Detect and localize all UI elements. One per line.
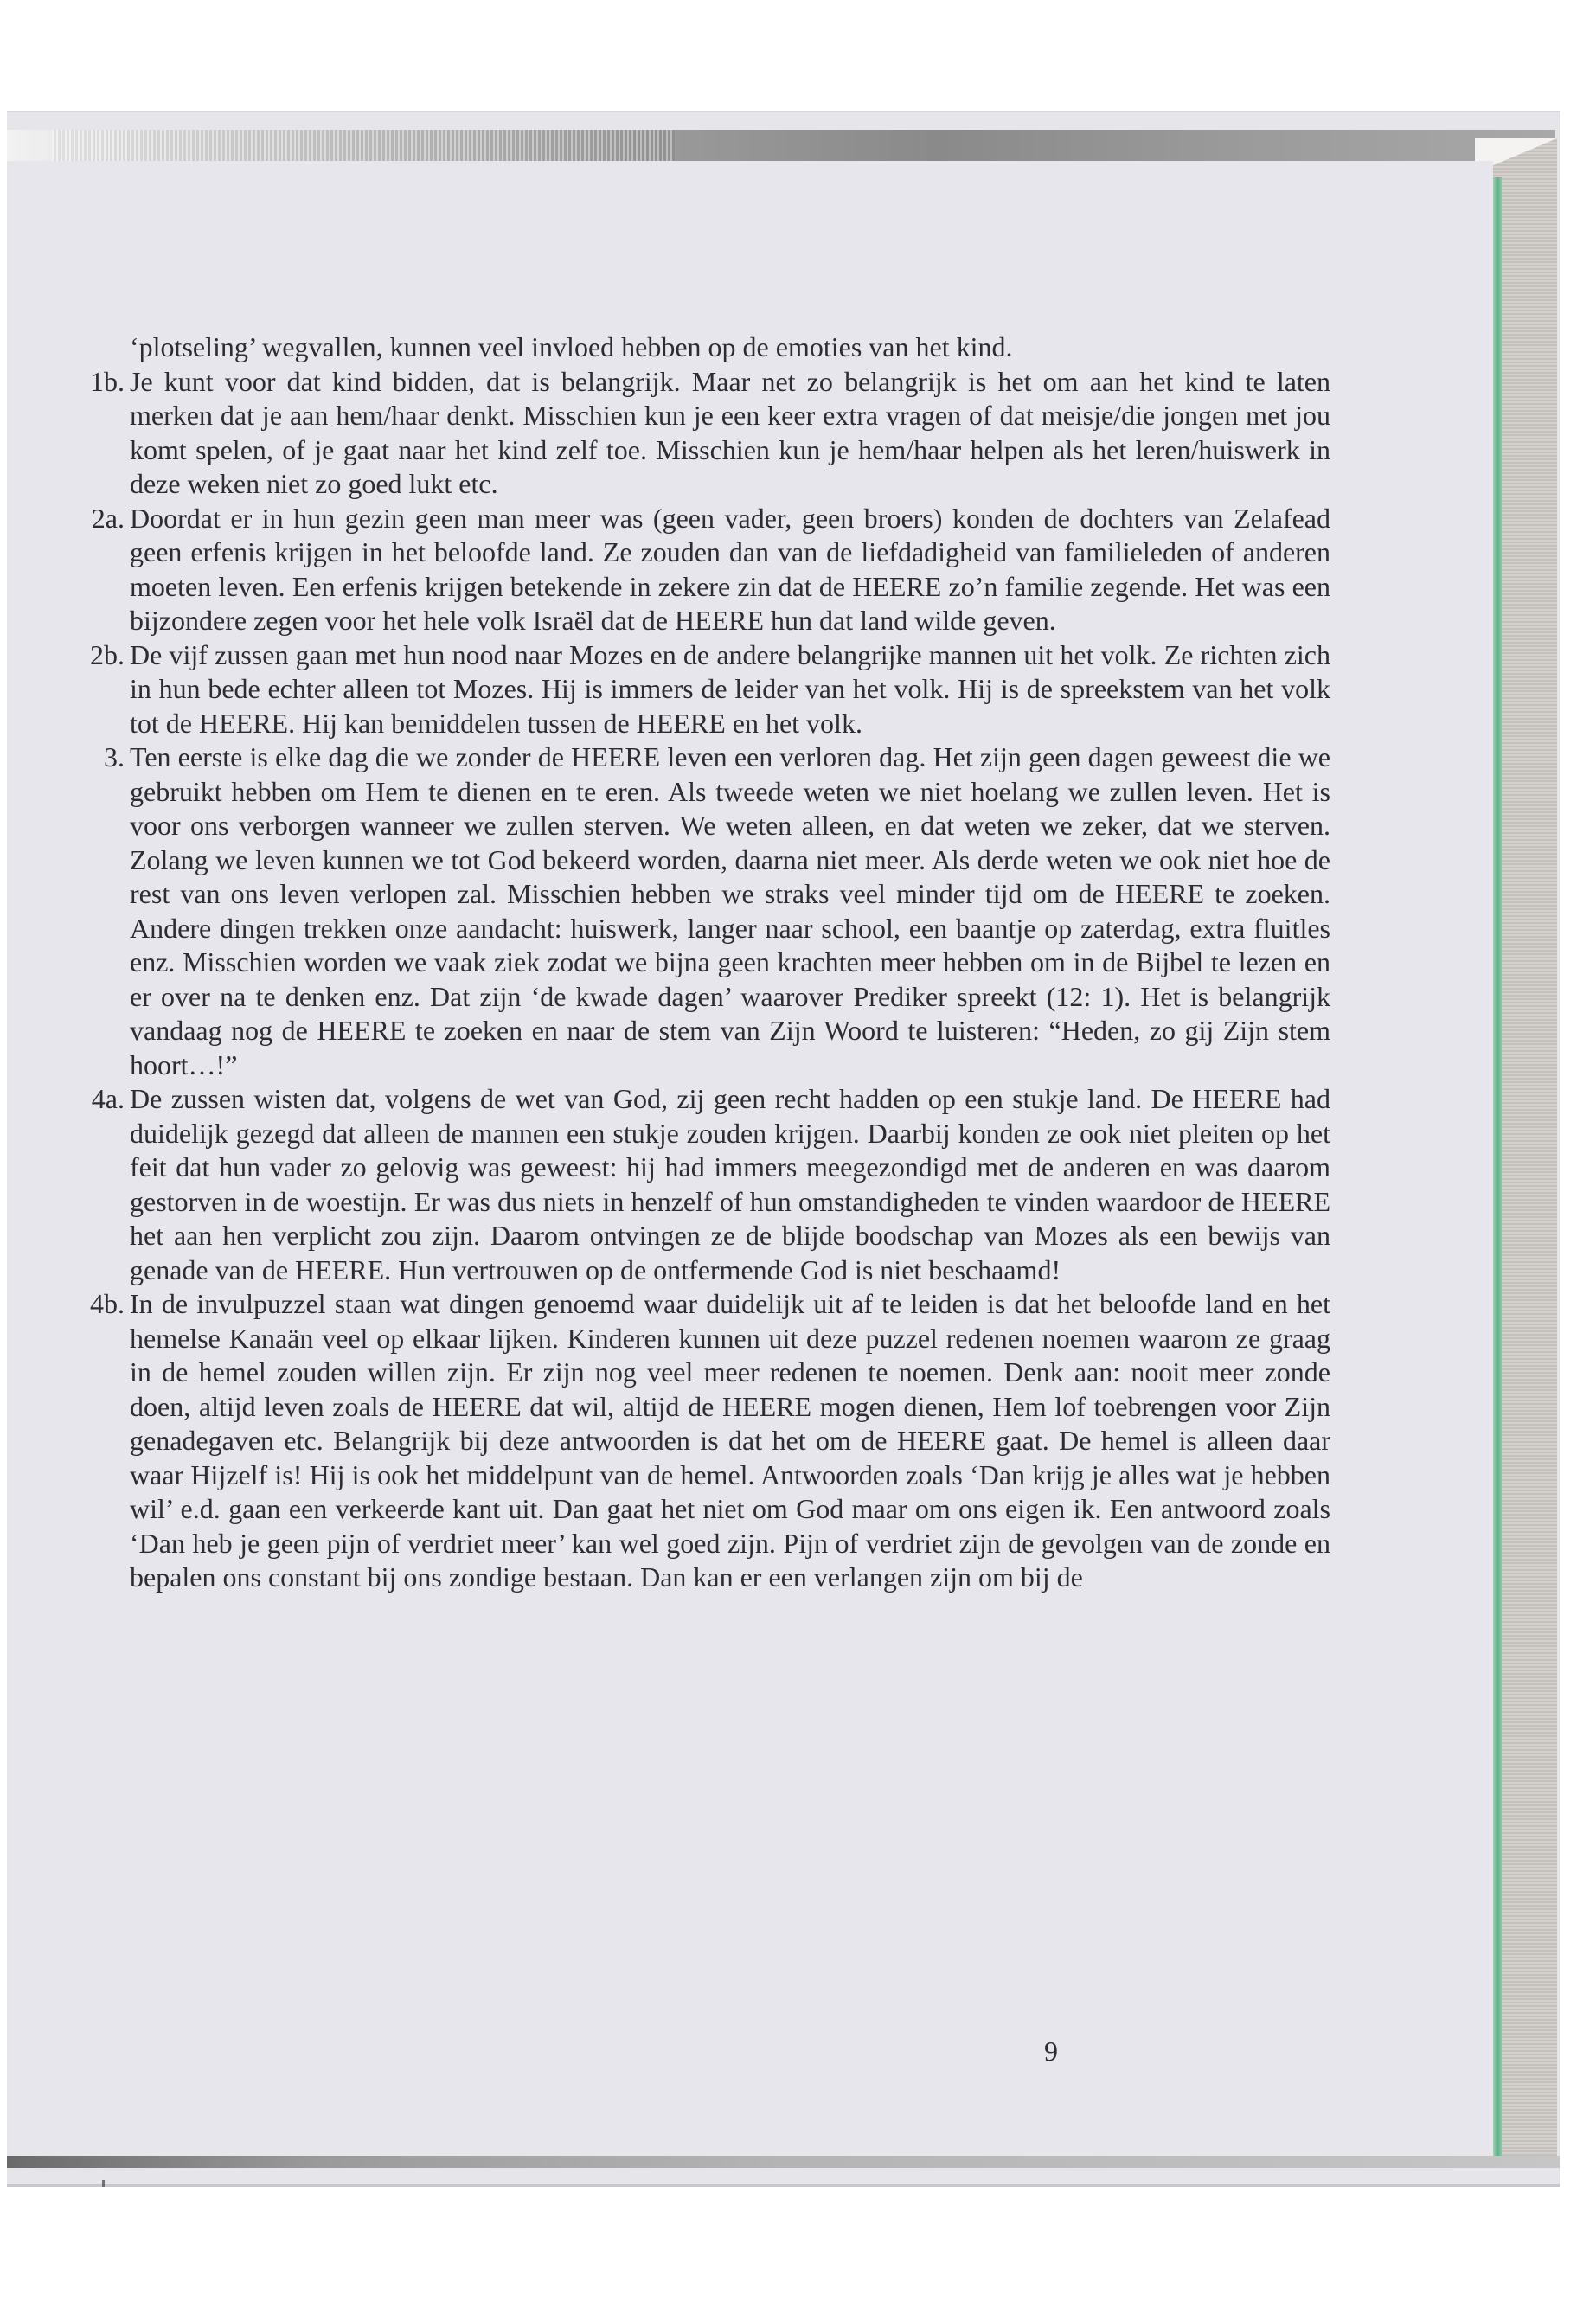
item-marker: 1b. bbox=[90, 365, 125, 397]
answer-4a bbox=[67, 1082, 1330, 1287]
item-marker: 4a. bbox=[91, 1083, 125, 1114]
page-green-edge bbox=[1493, 177, 1502, 2158]
scan-bottom-edge bbox=[7, 2156, 1560, 2168]
paragraph-intro bbox=[67, 330, 1330, 365]
item-marker: 4b. bbox=[90, 1288, 125, 1319]
answer-1b bbox=[67, 365, 1330, 502]
paragraph-text: De zussen wisten dat, volgens de wet van God, zij geen recht hadden op een stukje land. De HEERE had duidelijk gezegd dat alleen de mannen een stukje zouden krijgen. Daarbij konden ze ook niet pleiten op het feit dat hun vader zo gelovig was geweest: hij had immers meegezondigd met de anderen en was daarom gestorven in de woestijn. Er was dus niets in henzelf of hun omstandigheden te vinden waardoor de HEERE het aan hen verplicht zou zijn. Daarom ontvingen ze de blijde boodschap van Mozes als een bewijs van genade van de HEERE. Hun vertrouwen op de ontfermende God is niet beschaamd! bbox=[130, 1083, 1330, 1285]
paragraph-text: Je kunt voor dat kind bidden, dat is belangrijk. Maar net zo belangrijk is het om aan het kind te laten merken dat je aan hem/haar denkt. Misschien kun je een keer extra vragen of dat meisje/die jongen met jou komt spelen, of je gaat naar het kind zelf toe. Misschien kun je hem/haar helpen als het leren/huiswerk in deze weken niet zo goed lukt etc. bbox=[130, 365, 1330, 499]
page-number: 9 bbox=[1044, 2035, 1058, 2067]
paragraph-text: Doordat er in hun gezin geen man meer was (geen vader, geen broers) konden de dochters van Zelafead geen erfenis krijgen in het beloofde land. Ze zouden dan van de liefdadigheid van familieleden of anderen moeten leven. Een erfenis krijgen betekende in zekere zin dat de HEERE zo’n familie zegende. Het was een bijzondere zegen voor het hele volk Israël dat de HEERE hun dat land wilde geven. bbox=[130, 502, 1330, 636]
paragraph-text: De vijf zussen gaan met hun nood naar Mozes en de andere belangrijke mannen uit het volk. Ze richten zich in hun bede echter alleen tot Mozes. Hij is immers de leider van het volk. Hij is de spreekstem van het volk tot de HEERE. Hij kan bemiddelen tussen de HEERE en het volk. bbox=[130, 638, 1330, 739]
scan-top-edge-texture bbox=[52, 130, 675, 161]
item-marker: 2a. bbox=[91, 502, 125, 534]
paragraph-text: Ten eerste is elke dag die we zonder de HEERE leven een verloren dag. Het zijn geen dagen geweest die we gebruikt hebben om Hem te dienen en te eren. Als tweede weten we niet hoelang we zullen leven. Het is voor ons verborgen wanneer we zullen sterven. We weten alleen, en dat weten we zeker, dat we sterven. Zolang we leven kunnen we tot God bekeerd worden, daarna niet meer. Als derde weten we ook niet hoe de rest van ons leven verlopen zal. Misschien hebben we straks veel minder tijd om de HEERE te zoeken. Andere dingen trekken onze aandacht: huiswerk, langer naar school, een baantje op zaterdag, extra fluitles enz. Misschien worden we vaak ziek zodat we bijna geen krachten meer hebben om in de Bijbel te lezen en er over na te denken enz. Dat zijn ‘de kwade dagen’ waarover Prediker spreekt (12: 1). Het is belangrijk vandaag nog de HEERE te zoeken en naar de stem van Zijn Woord te luisteren: “Heden, zo gij Zijn stem hoort…!” bbox=[130, 741, 1330, 1080]
answer-2a bbox=[67, 502, 1330, 638]
paragraph-text: In de invulpuzzel staan wat dingen genoemd waar duidelijk uit af te leiden is dat het beloofde land en het hemelse Kanaän veel op elkaar lijken. Kinderen kunnen uit deze puzzel redenen noemen waarom ze graag in de hemel zouden willen zijn. Er zijn nog veel meer redenen te noemen. Denk aan: nooit meer zonde doen, altijd leven zoals de HEERE dat wil, altijd de HEERE mogen dienen, Hem lof toebrengen voor Zijn genadegaven etc. Belangrijk bij deze antwoorden is dat het om de HEERE gaat. De hemel is alleen daar waar Hijzelf is! Hij is ook het middelpunt van de hemel. Antwoorden zoals ‘Dan krijg je alles wat je hebben wil’ e.d. gaan een verkeerde kant uit. Dan gaat het niet om God maar om ons eigen ik. Een antwoord zoals ‘Dan heb je geen pijn of verdriet meer’ kan wel goed zijn. Pijn of verdriet zijn de gevolgen van de zonde en bepalen ons constant bij ons zondige bestaan. Dan kan er een verlangen zijn om bij de bbox=[130, 1288, 1330, 1593]
paragraph-text: ‘plotseling’ wegvallen, kunnen veel invloed hebben op de emoties van het kind. bbox=[130, 331, 1013, 362]
scan-speck bbox=[102, 2180, 105, 2187]
item-marker: 2b. bbox=[90, 638, 125, 670]
body-text bbox=[67, 330, 1330, 1595]
item-marker: 3. bbox=[104, 741, 125, 772]
answer-3 bbox=[67, 740, 1330, 1082]
answer-2b bbox=[67, 638, 1330, 741]
answer-4b bbox=[67, 1287, 1330, 1595]
